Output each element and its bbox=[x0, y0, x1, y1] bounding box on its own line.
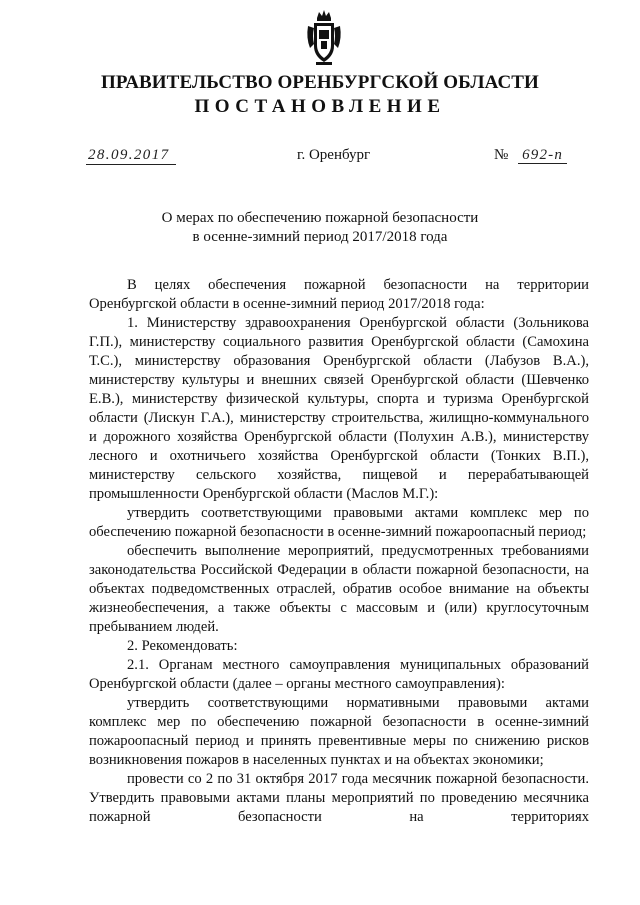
document-city: г. Оренбург bbox=[297, 147, 371, 163]
body-paragraph: утвердить соответствующими правовыми актами комплекс мер по обеспечению пожарной безопасности в осенне-зимний пожароопасный период; bbox=[89, 505, 589, 540]
body-paragraph: 2. Рекомендовать: bbox=[127, 638, 238, 654]
document-number bbox=[494, 146, 567, 164]
document-date: 28.09.2017 bbox=[86, 146, 176, 165]
body-paragraph: провести со 2 по 31 октября 2017 года месячник пожарной безопасности. Утвердить правовыми актами планы мероприятий по проведению месячника пожарной безопасности на территориях bbox=[89, 771, 589, 825]
document-subject bbox=[0, 209, 640, 247]
government-title: ПРАВИТЕЛЬСТВО ОРЕНБУРГСКОЙ ОБЛАСТИ bbox=[101, 72, 539, 93]
number-label: № bbox=[494, 147, 509, 163]
coat-of-arms-icon bbox=[304, 8, 344, 68]
document-body bbox=[89, 276, 589, 827]
body-paragraph: обеспечить выполнение мероприятий, предусмотренных требованиями законодательства Российской Федерации в области пожарной безопасности, на объектах подведомственных отраслей, обратив особое внимание на объекты жизнеобеспечения, а также объекты с массовым и (или) круглосуточным пребыванием людей. bbox=[89, 543, 589, 635]
body-paragraph: В целях обеспечения пожарной безопасности на территории Оренбургской области в осенне-зимний период 2017/2018 года: bbox=[89, 277, 589, 312]
body-paragraph: 2.1. Органам местного самоуправления муниципальных образований Оренбургской области (далее – органы местного самоуправления): bbox=[89, 657, 589, 692]
number-value: 692-п bbox=[518, 147, 567, 164]
subject-line-1: О мерах по обеспечению пожарной безопасности bbox=[161, 210, 479, 226]
document-type: ПОСТАНОВЛЕНИЕ bbox=[194, 96, 446, 117]
body-paragraph: утвердить соответствующими нормативными правовыми актами комплекс мер по обеспечению пожарной безопасности в осенне-зимний пожароопасный период и принять превентивные меры по снижению рисков возникновения пожаров в населенных пунктах и на объектах экономики; bbox=[89, 695, 589, 768]
subject-line-2: в осенне-зимний период 2017/2018 года bbox=[192, 229, 448, 245]
body-paragraph: 1. Министерству здравоохранения Оренбургской области (Зольникова Г.П.), министерству социального развития Оренбургской области (Самохина Т.С.), министерству образования Оренбургской области (Лабузов В.А.), министерству культуры и внешних связей Оренбургской области (Шевченко Е.В.), министерству физической культуры, спорта и туризма Оренбургской области (Лискун Г.А.), министерству строительства, жилищно-коммунального и дорожного хозяйства Оренбургской области (Полухин А.В.), министерству лесного и охотничьего хозяйства Оренбургской области (Тонких В.П.), министерству сельского хозяйства, пищевой и перерабатывающей промышленности Оренбургской области (Маслов М.Г.): bbox=[89, 315, 589, 502]
